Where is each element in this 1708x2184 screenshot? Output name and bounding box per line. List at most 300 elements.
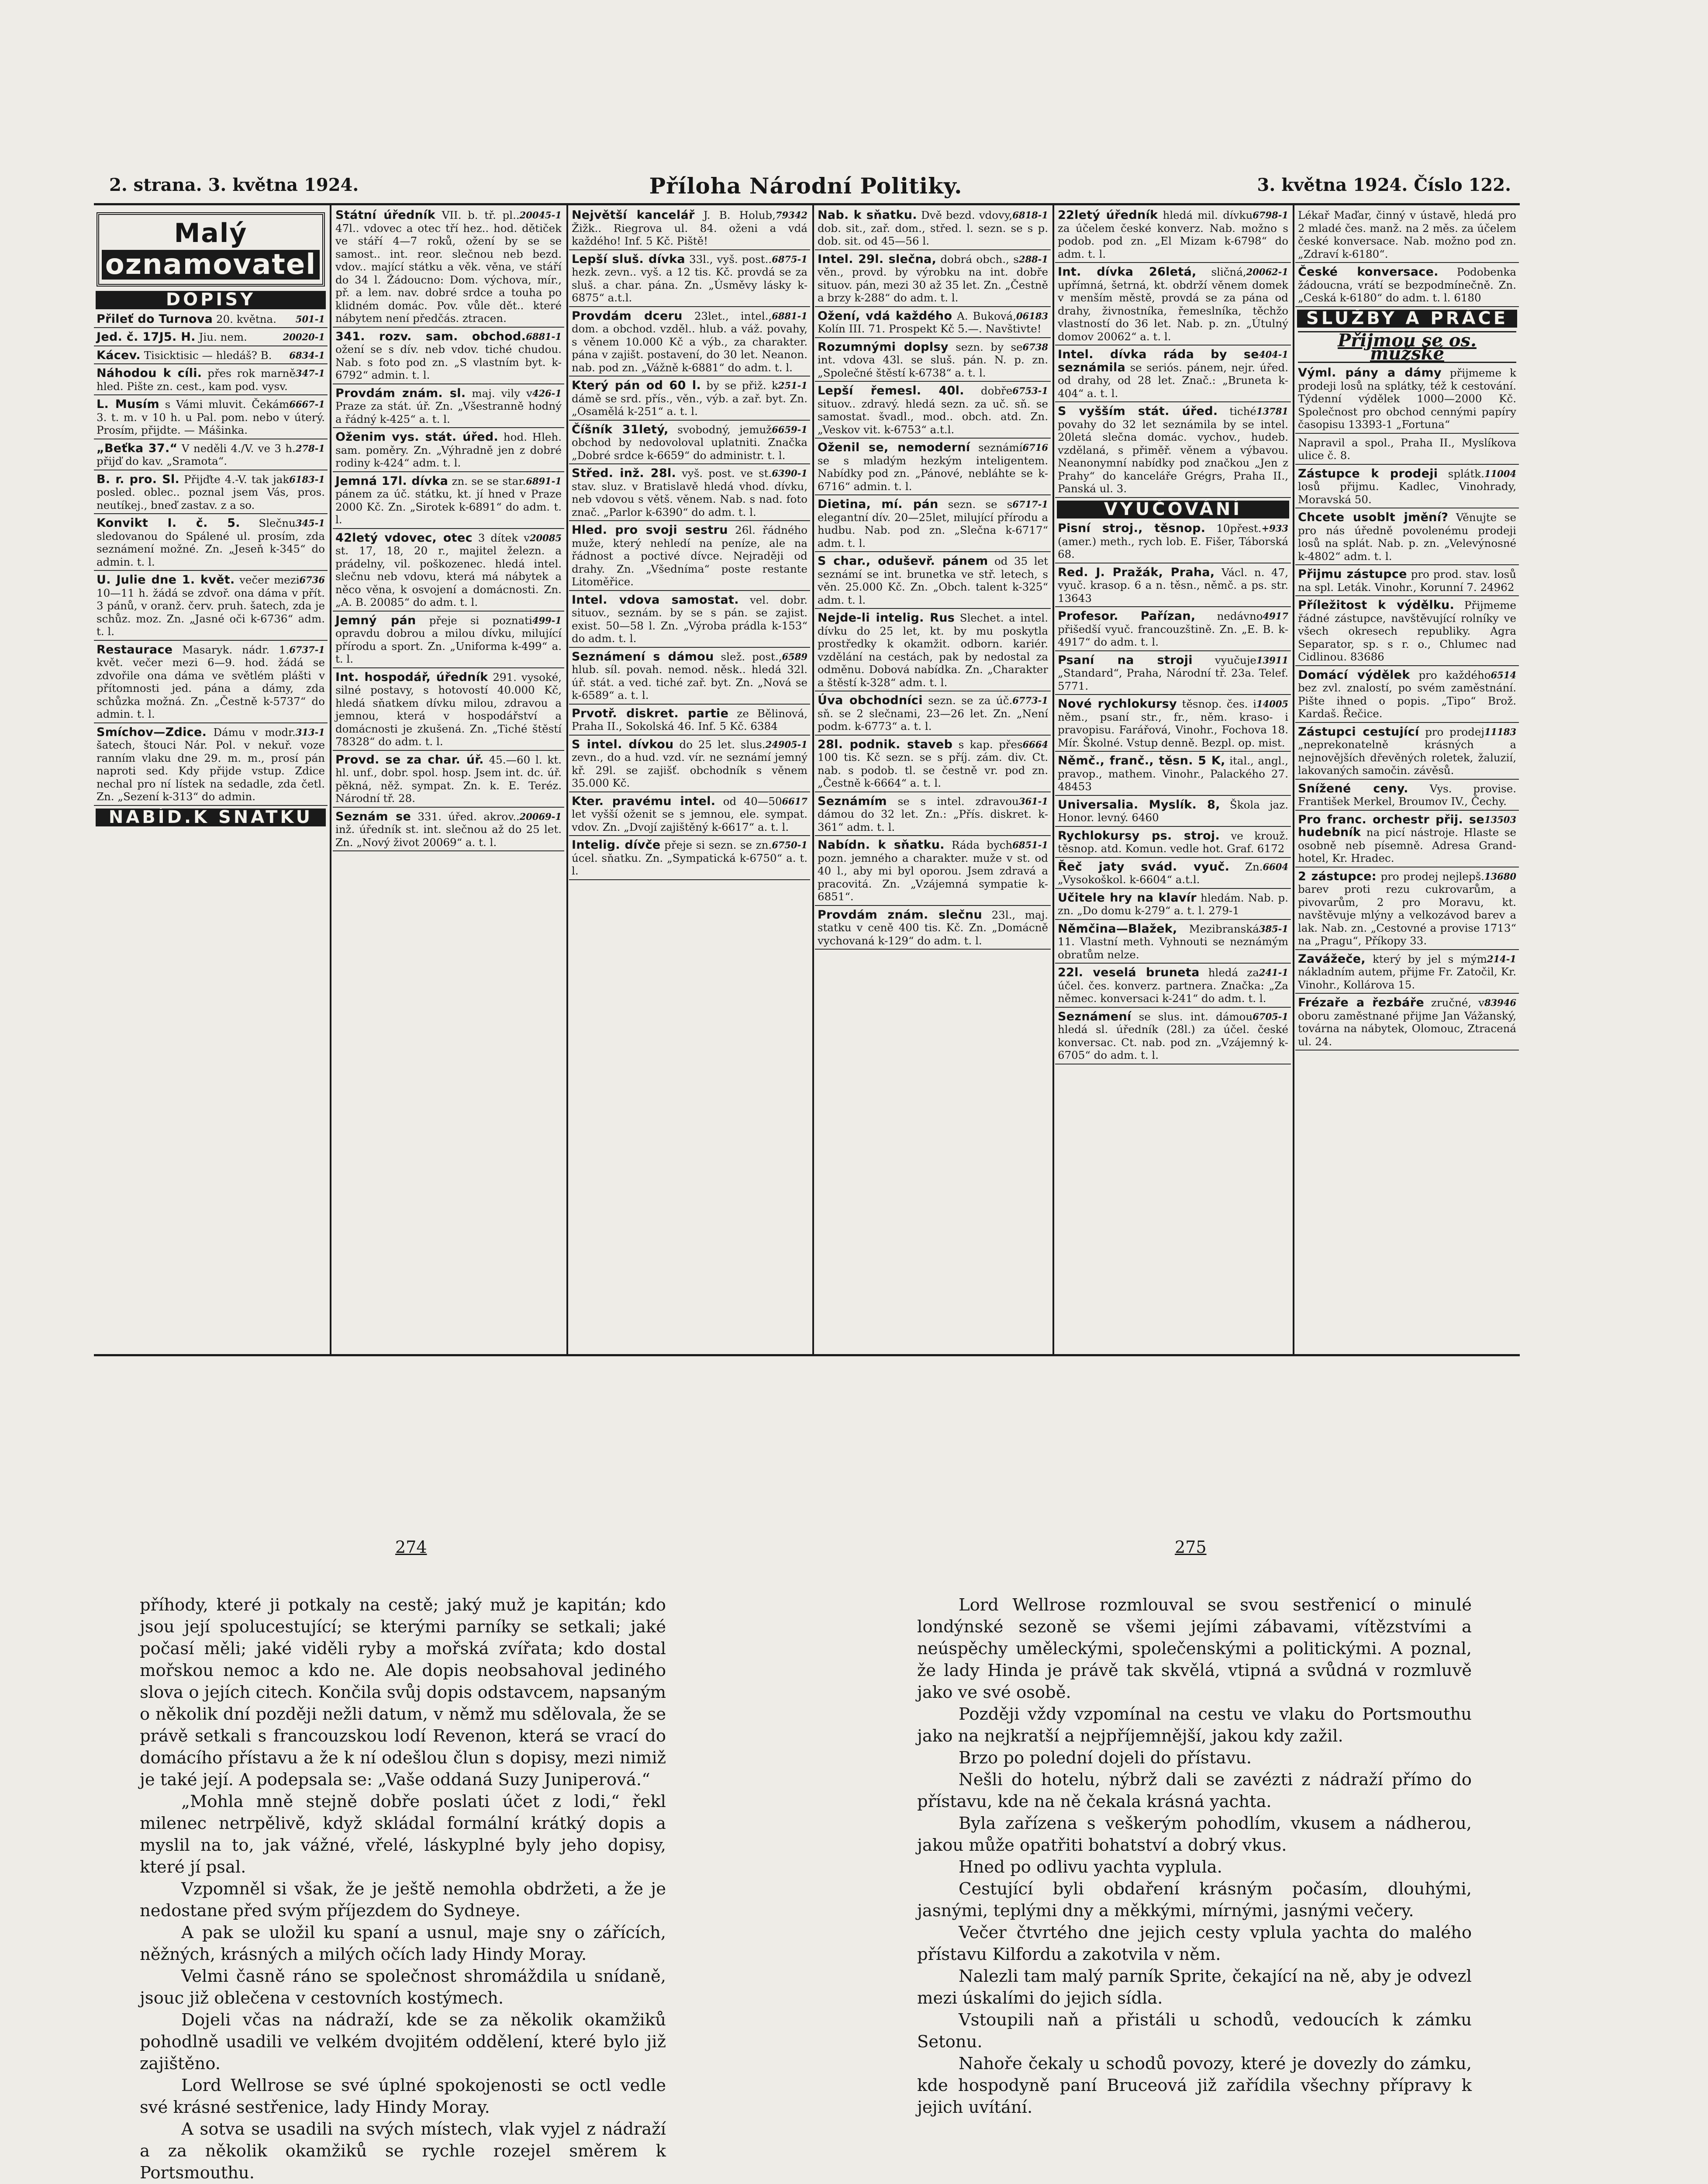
ad-headline: Kácev.: [97, 348, 141, 362]
classified-ad: [815, 909, 1051, 950]
classified-ad: [1055, 1010, 1291, 1064]
ad-text: Věnujte se pro nás úředně povolenému prodeji losů na splát. Nab. p. zn. „Velevýnosné k-4802“ adm. t. l.: [1298, 511, 1516, 563]
ad-text: Ráda bych pozn. jemného a charakter. muže v st. od 40 l., aby mi byl oporou. Jsem zdravá a pracovitá. Zn. „Vzájemná sympatie k-6851“.: [818, 839, 1048, 903]
ad-code: 345-1: [295, 518, 325, 529]
ad-headline: Němčina—Blažek,: [1058, 922, 1177, 936]
ad-text: vel. dobr. situov., seznám. by se s pán. se zajist. exist. 50—58 l. Zn. „Výroba prádla k-153“ do adm. t. l.: [572, 593, 808, 645]
novel-paragraph: Brzo po polední dojeli do přístavu.: [959, 1748, 1252, 1768]
classified-ad: [1295, 870, 1519, 950]
ad-headline: Rozumnými doplsy: [818, 340, 949, 354]
ad-headline: Frézaře a řezbáře: [1298, 996, 1424, 1009]
classified-ad: [569, 467, 810, 521]
classified-ad: [569, 795, 810, 836]
classified-ad: [815, 310, 1051, 338]
novel-paragraph: A sotva se usadili na svých místech, vlak vyjel z nádraží a za několik okamžiků se rychle rozejel směrem k Portsmouthu.: [140, 2119, 666, 2183]
ad-text: Vys. provise. František Merkel, Broumov IV., Čechy.: [1298, 782, 1517, 808]
ad-headline: Universalia. Myslík. 8,: [1058, 798, 1220, 812]
classified-ad: [815, 612, 1051, 691]
ad-headline: Zástupci cestující: [1298, 725, 1419, 739]
ad-text: Škola jaz. Honor. levný. 6460: [1058, 798, 1288, 824]
ad-text: hledá mil. dívku za účelem české konverz. Nab. možno s podob. pod zn. „El Mizam k-6798“ do adm. t. l.: [1058, 209, 1288, 260]
classified-ad: [1055, 698, 1291, 752]
novel-paragraph: Cestující byli obdaření krásným počasím, dlouhými, jasnými, teplými dny a měkkými, mírnými, jasnými večery.: [917, 1879, 1472, 1921]
ad-text: ožení se s dív. neb vdov. tiché chudou. Nab. s foto pod zn. „S vlastním byt. k-6792“ admin. t. l.: [335, 343, 562, 381]
classified-ad: [1295, 266, 1519, 307]
ad-text: 20. května.: [216, 312, 276, 325]
ad-code: 426-1: [532, 387, 562, 399]
ad-text: Přijmeme řádné zástupce, navštěvující rolníky ve všech okresech republiky. Agra Separator, sp. s r. o., Chlumec nad Cidlinou. 83686: [1298, 599, 1516, 663]
header-date-left: 2. strana. 3. května 1924.: [109, 175, 359, 195]
header-rule: [94, 203, 1520, 205]
ad-code: 20062-1: [1246, 266, 1288, 277]
classified-ad: [1295, 996, 1519, 1051]
section-banner-sluzby: SLUŽBY A PRÁCE: [1297, 310, 1517, 328]
classified-ad: [94, 473, 328, 515]
ad-text: svobodný, jemuž obchod by nedovoloval uplatniti. Značka „Dobré srdce k-6659“ do administr. t. l.: [572, 423, 807, 462]
ad-code: 79342: [775, 210, 807, 221]
ad-code: 24905-1: [765, 739, 807, 750]
ad-headline: Nab. k sňatku.: [818, 209, 917, 222]
ad-headline: Intel. dívka ráda by se seznámila: [1058, 348, 1259, 374]
novel-paragraph: Hned po odlivu yachta vyplula.: [959, 1857, 1222, 1877]
ad-text: 331. úřed. akrov.. inž. úředník st. int. slečnou až do 25 let. Zn. „Nový život 20069“ a. t. l.: [335, 810, 562, 849]
ad-text: 23l., maj. statku v ceně 400 tis. Kč. Zn. „Domácně vychovaná k-129“ do adm. t. l.: [818, 908, 1048, 947]
ad-headline: Int. dívka 26letá,: [1058, 265, 1197, 279]
ad-headline: Lepší sluš. dívka: [572, 252, 685, 266]
ad-headline: Seznámení s dámou: [572, 650, 714, 663]
ad-headline: Psaní na stroji: [1058, 653, 1193, 667]
classified-ad: [1295, 813, 1519, 867]
ad-headline: Provd. se za char. úř.: [335, 753, 484, 767]
ad-headline: Jemná 17l. dívka: [335, 474, 449, 488]
novel-paragraph: příhody, které ji potkaly na cestě; jaký muž je kapitán; kdo jsou její spolucestující; se kterými parníky se setkali; jaké počasí měli; jaké viděli ryby a mořská zvířata; kdo dostal mořskou nemoc a kdo ne. Ale dopis neobsahoval jediného slova o jejích citech. Končila svůj dopis odstavcem, napsaným o několik dní později nežli datum, v němž mu sdělovala, že se právě setkali s francouzskou lodí Revenon, která se vrací do domácího přístavu a že k ní odešlou člun s dopisy, mezi nimiž je také její. A podepsala se: „Vaše oddaná Suzy Juniperová.“: [140, 1595, 666, 1790]
ad-code: 288-1: [1018, 253, 1048, 265]
ad-headline: S vyšším stát. úřed.: [1058, 404, 1218, 418]
ad-code: 6750-1: [772, 840, 807, 850]
ad-code: 6604: [1263, 861, 1288, 872]
ad-text: 291. vysoké, silné postavy, s hotovostí 40.000 Kč, hledá sňatkem dívku milou, zdravou a jemnou, která v hospodářství a domácnosti je zkušená. Zn. „Tiché štěstí 78328“ do adm. t. l.: [335, 670, 562, 748]
classified-ad: [1055, 405, 1291, 498]
ad-headline: 42letý vdovec, otec: [335, 531, 473, 545]
ad-code: 6617: [782, 795, 807, 807]
classified-ad: [1055, 892, 1291, 920]
ad-headline: Provdám znám. slečnu: [818, 908, 982, 922]
ad-headline: Ožení, vdá každého: [818, 309, 952, 323]
classified-ad: [333, 330, 564, 384]
ad-headline: Seznámím: [818, 794, 887, 808]
ad-headline: Který pán od 60 l.: [572, 379, 701, 392]
column-divider: [1052, 205, 1054, 1354]
section-banner-vyucovani: VYUČOVÁNÍ: [1057, 501, 1289, 519]
ad-headline: Jed. č. 17J5. H.: [97, 330, 196, 344]
classified-ad: [1295, 782, 1519, 811]
ad-text: ital., angl., pravop., mathem. Vinohr., Palackého 27. 48453: [1058, 754, 1288, 793]
ad-headline: Oženim vys. stát. úřed.: [335, 430, 499, 444]
ad-headline: Přileť do Turnova: [97, 312, 213, 326]
ad-code: 20069-1: [519, 811, 562, 822]
classified-ad: [1295, 436, 1519, 465]
novel-paragraph: Dojeli včas na nádraží, kde se za několik okamžiků pohodlně usadili ve velkém dvojitém oddělení, které bylo již zajištěno.: [140, 2010, 666, 2073]
classified-ad: [1055, 266, 1291, 346]
ad-text: od 40—50 let vyšší oženit se s jemnou, ele. sympat. vdov. Zn. „Dvojí zajištěný k-6617“ a. t. l.: [572, 795, 807, 833]
ad-text: který by jel s mým nákladním autem, přijme Fr. Zatočil, Kr. Vinohr., Kollárova 15.: [1298, 952, 1516, 991]
ad-code: 385-1: [1259, 923, 1288, 934]
ad-headline: B. r. pro. Sl.: [97, 472, 180, 486]
ad-code: 6705-1: [1253, 1011, 1288, 1022]
ad-text: J. B. Holub, Žižk.. Riegrova ul. 84. oženi a vdá každého! Inf. 5 Kč. Piště!: [572, 209, 807, 247]
classified-ad: [1055, 566, 1291, 608]
ad-code: 6818-1: [1012, 210, 1048, 221]
ad-headline: Zástupce k prodeji: [1298, 467, 1438, 480]
classifieds-column-3: [569, 209, 810, 1353]
ad-text: sezn. se s elegantní dív. 20—25let, milující přírodu a hudbu. Nab. pod zn. „Slečna k-6717“ adm. t. l.: [818, 498, 1048, 549]
ad-code: 501-1: [295, 313, 325, 325]
classified-ad: [1295, 669, 1519, 723]
ad-text: 26l. řádného muže, který nehledí na peníze, ale na řádnost a poctivé dívce. Nejraději od drahy. Zn. „Všedníma“ poste restante Litoměřice.: [572, 524, 807, 588]
novel-paragraph: Nahoře čekaly u schodů povozy, které je dovezly do zámku, kde hospodyně paní Bruceová již zařídila všechny přípravy k jejich uvítání.: [917, 2054, 1472, 2117]
ad-text: Dámu v modr. šatech, štouci Nár. Pol. v nekuř. voze ranním vlaku dne 29. m. m., prosí pán naproti sed. Kdy přijde vstup. Zdice nechal pro ní lístek na sedadle, zda četl. Zn. „Sezení k-313“ do admin.: [97, 726, 325, 803]
column-divider: [812, 205, 814, 1354]
ad-text: 10přest. (amer.) meth., rych lob. E. Fišer, Táborská 68.: [1058, 522, 1288, 560]
classified-ad: [815, 839, 1051, 906]
ad-text: dobře situov.. zdravý. hledá sezn. za uč. sň. se samostat. švadl., mod.. obch. atd. Zn. „Veskov vit. k-6753“ a.t.l.: [818, 384, 1048, 436]
classified-ad: [569, 310, 810, 377]
ad-headline: Oženil se, nemoderní: [818, 441, 970, 454]
ad-code: 06183: [1016, 310, 1048, 321]
ad-headline: Dietina, mí. pán: [818, 498, 939, 511]
classified-ad: [815, 384, 1051, 439]
ad-text: sezn. by se int. vdova 43l. se sluš. pán. N. p. zn. „Společné štěstí k-6738“ a. t. l.: [818, 340, 1048, 379]
column-divider: [1293, 205, 1294, 1354]
ad-code: 347-1: [295, 368, 325, 379]
ad-code: 6891-1: [526, 475, 562, 487]
ad-code: 6664: [1022, 739, 1048, 750]
ad-text: dobrá obch., s věn., provd. by výrobku na int. dobře situov. pán, mezi 30 až 35 let. Zn. „Čestně a brzy k-288“ do adm. t. l.: [818, 252, 1048, 304]
novel-paragraph: Lord Wellrose rozmlouval se svou sestřenicí o minulé londýnské sezoně se všemi jejími zábavami, vítězstvími a neúspěchy uměleckými, společenskými a politickými. A poznal, že lady Hinda je právě tak skvělá, vtipná a svůdná v rozmluvě jako ve své osobě.: [917, 1595, 1472, 1702]
classified-ad: [1295, 511, 1519, 565]
classified-ad: [333, 810, 564, 852]
ad-text: vyučuje „Standard“, Praha, Národní tř. 23a. Telef. 5771.: [1058, 653, 1288, 692]
ad-text: splátk. losů přijmu. Kadlec, Vinohrady, Moravská 50.: [1298, 467, 1516, 506]
classified-ad: [815, 738, 1051, 792]
classified-ad: [1055, 923, 1291, 964]
ad-headline: Smíchov—Zdice.: [97, 725, 207, 739]
ad-code: 13781: [1256, 406, 1288, 417]
classified-ad: [94, 367, 328, 395]
classified-ad: [94, 442, 328, 470]
ad-headline: Prvotř. diskret. partie: [572, 706, 729, 720]
ad-headline: 341. rozv. sam. obchod.: [335, 329, 526, 343]
novel-paragraph: Vzpomněl si však, že je ještě nemohla obdržeti, a že je nedostane před svým příjezdem do Sydneye.: [140, 1879, 666, 1921]
ad-code: 6514: [1491, 669, 1516, 681]
ad-headline: Seznámení: [1058, 1009, 1132, 1023]
ad-code: 404-1: [1259, 349, 1288, 360]
section-banner-dopisy: DOPISY: [96, 291, 326, 309]
ad-text: od 35 let seznámí se int. brunetka ve stř. letech, s věn. 25.000 Kč. Zn. „Obch. talent k-325“ adm. t. l.: [818, 555, 1048, 606]
ad-code: 4917: [1263, 611, 1288, 622]
ad-headline: Int. hospodář, úředník: [335, 670, 488, 684]
classified-ad: [94, 517, 328, 571]
classified-ad: [569, 594, 810, 648]
novel-paragraph: Vstoupili naň a přistáli u schodů, vedoucích k zámku Setonu.: [917, 2010, 1472, 2052]
ad-code: 6183-1: [289, 473, 325, 485]
classified-ad: [569, 423, 810, 465]
classified-ad: [1295, 726, 1519, 780]
classified-ad: [94, 726, 328, 806]
ad-text: tiché povahy do 32 let seznámila by se intel. 20letá slečna domác. vychov., hudeb. vzdělaná, s přiměř. věnem a výbavou. Neanonymní nabídky pod značkou „Jen z Prahy“ do kanceláře Grégrs, Praha II., Panská ul. 3.: [1058, 405, 1288, 495]
ad-text: Tisicktisic — hledáš? B.: [144, 349, 272, 362]
novel-paragraph: Večer čtvrtého dne jejich cesty vplula yachta do malého přístavu Kilfordu a zakotvila v něm.: [917, 1923, 1472, 1964]
ad-text: přeje si sezn. se zn. úcel. sňatku. Zn. „Sympatická k-6750“ a. t. l.: [572, 839, 807, 877]
ad-text: Dvě bezd. vdovy, dob. sit., zař. dom., střed. l. sezn. se s p. dob. sit. od 45—56 l.: [818, 209, 1048, 247]
ad-code: 20045-1: [519, 210, 562, 221]
classified-ad: [1055, 754, 1291, 796]
novel-text-left: [140, 1594, 666, 2184]
ad-headline: Úva obchodníci: [818, 694, 923, 707]
ad-headline: Výml. pány a dámy: [1298, 366, 1442, 380]
ad-headline: 2 zástupce:: [1298, 869, 1377, 883]
ad-headline: Intelig. dívče: [572, 838, 661, 852]
ad-code: 13503: [1484, 814, 1516, 825]
novel-paragraph: Lord Wellrose se své úplné spokojenosti se octl vedle své krásné sestřenice, lady Hindy Moray.: [140, 2076, 666, 2117]
ad-code: 20020-1: [283, 332, 325, 342]
classified-ad: [1295, 568, 1519, 596]
ad-headline: 22l. veselá bruneta: [1058, 966, 1200, 979]
ad-headline: Číšník 31letý,: [572, 422, 669, 436]
ad-headline: Největší kancelář: [572, 209, 695, 222]
ad-code: 278-1: [295, 442, 325, 454]
classifieds-column-2: [333, 209, 564, 1353]
page-header: [96, 173, 1515, 199]
classified-ad: [333, 431, 564, 472]
ad-headline: Provdám znám. sl.: [335, 386, 466, 400]
ad-headline: Domácí výdělek: [1298, 668, 1410, 682]
ad-headline: U. Julie dne 1. květ.: [97, 573, 235, 587]
ad-text: sezn. se za úč. sň. se 2 slečnami, 23—26 let. Zn. „Není podm. k-6773“ a. t. l.: [818, 694, 1048, 733]
novel-paragraph: „Mohla mně stejně dobře poslati účet z lodi,“ řekl milenec netrpělivě, když skládal formální krátký dopis a myslil na to, jak vážné, vřelé, láskyplné byly jeho dopisy, které jí psal.: [140, 1792, 666, 1877]
ad-text: Slečnu sledovanou do Spálené ul. prosím, zda seznámení možné. Zn. „Jeseň k-345“ do admin. t. l.: [97, 517, 325, 568]
classified-ad: [333, 209, 564, 328]
ad-text: VII. b. tř. pl.. 47l.. vdovec a otec tří hez.. hod. dětiček ve stáří 4—7 roků, ožení by se se samost.. int. reor. slečnou neb bezd. vdov.. mající státku a věk. věna, ve stáří do 34 l. Žádoucno: Dom. výchova, mír., př. a lem. nav. dobré srdce a touha po klidném domác. Pov. vůle dět.. které nábytem není předčás. ztracen.: [335, 209, 562, 325]
ad-code: +933: [1261, 523, 1288, 534]
ad-text: hledám. Nab. p. zn. „Do domu k-279“ a. t. l. 279-1: [1058, 891, 1288, 917]
ad-headline: Řeč jaty svád. vyuč.: [1058, 860, 1230, 874]
ad-headline: S char., oduševř. pánem: [818, 554, 988, 568]
classified-ad: [94, 313, 328, 328]
classified-ad: [815, 555, 1051, 609]
page-number-left: 274: [395, 1538, 427, 1557]
novel-paragraph: Nešli do hotelu, nýbrž dali se zavézti z nádraží přímo do přístavu, kde na ně čekala krásná yachta.: [917, 1770, 1472, 1811]
classified-ad: [333, 753, 564, 808]
classified-ad: [1055, 209, 1291, 263]
ad-text: hod. Hleh. sam. poměry. Zn. „Výhradně jen z dobré rodiny k-424“ adm. t. l.: [335, 431, 562, 469]
ad-text: nedávno přišedší vyuč. francouzštině. Zn. „E. B. k-4917“ do adm. t. l.: [1058, 610, 1288, 648]
ad-text: 33l., vyš. post.. hezk. zevn.. vyš. a 12 tis. Kč. provdá se za sluš. a char. pána. Zn. „Úsměvy lásky k-6875“ a.t.l.: [572, 252, 807, 304]
ad-headline: Provdám dceru: [572, 309, 683, 323]
ad-code: 6881-1: [526, 331, 562, 342]
ad-code: 6875-1: [772, 253, 807, 265]
ad-headline: Přijmu zástupce: [1298, 567, 1407, 581]
ad-code: 6851-1: [1012, 840, 1048, 850]
ad-text: hledá za účel. čes. konverz. partnera. Značka: „Za němec. konversaci k-241“ do adm. t. l.: [1058, 966, 1288, 1005]
classified-ad: [94, 331, 328, 346]
novel-paragraph: Byla zařízena s veškerým pohodlím, vkusem a nádherou, jakou může opatřiti bohatství a dobrý vkus.: [917, 1814, 1472, 1855]
classified-ad: [1295, 953, 1519, 994]
maly-oznamovatel-logo: Malý oznamovatel: [97, 212, 325, 287]
ad-code: 361-1: [1018, 795, 1048, 807]
novel-paragraph: Později vždy vzpomínal na cestu ve vlaku do Portsmouthu jako na nejkratší a nejpříjemnější, jakou kdy zažil.: [917, 1704, 1472, 1746]
classified-ad: [569, 379, 810, 421]
ad-code: 11004: [1484, 468, 1516, 479]
ad-text: by se přiž. k dámě se srd. přís., věn., výb. a zař. byt. Zn. „Osamělá k-251“ a. t. l.: [572, 379, 807, 418]
column-divider: [330, 205, 331, 1354]
ad-text: na picí nástroje. Hlaste se osobně neb písemně. Adresa Grand-hotel, Kr. Hradec.: [1298, 826, 1516, 864]
ad-code: 6667-1: [289, 399, 325, 410]
ad-headline: České konversace.: [1298, 265, 1439, 279]
ad-text: V neděli 4./V. ve 3 h. přijď do kav. „Sramota“.: [97, 442, 296, 467]
ad-code: 6737-1: [289, 644, 325, 655]
ad-text: seznámí se s mladým hezkým inteligentem. Nabídky pod zn. „Pánové, nebláhte se k-6716“ admin. t. l.: [818, 441, 1048, 493]
classified-ad: [815, 209, 1051, 250]
classified-ad: [815, 498, 1051, 552]
classified-ad: [1055, 829, 1291, 858]
ad-code: 6717-1: [1012, 499, 1048, 510]
classified-ad: [569, 839, 810, 880]
classified-ad: [569, 209, 810, 250]
ad-text: Zn. „Vysokoškol. k-6604“ a.t.l.: [1058, 860, 1263, 886]
ad-text: pro prodej nejlepš. barev proti rezu cukrovarům, a pivovarům, 2 pro Moravu, kt. navštěvuje mlýny a velkozávod barev a lak. Nab. zn. „Cestovné a provise 1713“ na „Pragu“, Příkopy 33.: [1298, 870, 1516, 947]
ad-code: 13911: [1256, 654, 1288, 666]
ad-code: 251-1: [778, 380, 807, 391]
ad-headline: Příležitost k výdělku.: [1298, 598, 1455, 612]
ad-text: slež. post., hlub. síl. povah. nemod. něsk.. hledá 32l. úř. stát. a ved. tiché zař. byt. Zn. „Nová se k-6589“ a. t. l.: [572, 650, 807, 702]
classified-ad: [815, 795, 1051, 836]
ad-headline: 22letý úředník: [1058, 209, 1158, 222]
ad-text: Přijďte 4.-V. tak jak posled. oblec.. poznal jsem Vás, pros. neutíkej., bneď zastav. z a so.: [97, 473, 325, 511]
ad-text: Lékař Maďar, činný v ústavě, hledá pro 2 mladé čes. manž. na 2 měs. za účelem české konversace. Nab. možno pod zn. „Zdraví k-6180“.: [1298, 209, 1516, 260]
ad-code: 6716: [1022, 442, 1048, 453]
ad-headline: Profesor. Pařízan,: [1058, 609, 1196, 623]
page-number-right: 275: [1175, 1538, 1207, 1557]
ad-headline: Němč., franč., těsn. 5 K,: [1058, 754, 1225, 767]
ad-text: Masaryk. nádr. 1. květ. večer mezi 6—9. hod. žádá se zdvořile ona dáma ve světlém plášti v přítomnosti jed. pána a dámy, zda schůzka možná. Zn. „Čestně k-5737“ do admin. t. l.: [97, 643, 325, 720]
ad-headline: Nejde-li intelig. Rus: [818, 611, 955, 625]
classified-ad: [1055, 860, 1291, 889]
classifieds-column-6: [1295, 209, 1519, 1353]
ad-text: Václ. n. 47, vyuč. krasop. 6 a n. těsn., němč. a ps. str. 13643: [1058, 566, 1288, 605]
ad-code: 6798-1: [1253, 210, 1288, 221]
ad-headline: Intel. vdova samostat.: [572, 593, 739, 607]
ad-code: 20085: [529, 532, 562, 543]
classified-ad: [815, 341, 1051, 382]
ad-headline: Chcete usoblt jmění?: [1298, 511, 1449, 524]
ad-text: do 25 let. slus. zevn., do a hud. vzd. vír. ne seznámí jemný kř. 29l. se zajišť. obchodník s věnem 35.000 Kč.: [572, 738, 807, 789]
classified-ad: [1055, 966, 1291, 1008]
classified-ad: [1055, 522, 1291, 563]
ad-code: 13680: [1484, 871, 1516, 882]
ad-text: ze Bělinová, Praha II., Sokolská 46. Inf. 5 Kč. 6384: [572, 707, 807, 733]
ad-code: 6659-1: [772, 424, 807, 435]
ad-code: 14005: [1256, 698, 1288, 709]
classified-ad: [1295, 209, 1519, 263]
classified-ad: [569, 253, 810, 307]
classifieds-column-5: [1055, 209, 1291, 1353]
ad-text: sličná, upřímná, šetrná, kt. obdrží věnem domek v menším městě, provdá se za pána od drahy, živnostníka, řemeslníka, těchžo vlastností do 36 let. Nab. p. zn. „Útulný domov 20062“ a. t. l.: [1058, 266, 1288, 343]
classified-ad: [569, 707, 810, 736]
ad-code: 6589: [782, 651, 807, 662]
classified-ad: [94, 574, 328, 641]
classified-ad: [815, 694, 1051, 736]
ad-code: 11183: [1484, 726, 1516, 737]
ad-headline: Rychlokursy ps. stroj.: [1058, 829, 1220, 843]
classified-ad: [333, 475, 564, 529]
ad-code: 6834-1: [289, 349, 325, 361]
ad-headline: Red. J. Pražák, Praha,: [1058, 565, 1215, 579]
ad-text: Jiu. nem.: [199, 331, 247, 343]
ad-headline: Nabídn. k sňatku.: [818, 838, 945, 852]
ad-headline: Pisní stroj., těsnop.: [1058, 522, 1206, 535]
column-divider: [566, 205, 568, 1354]
ad-code: 6738: [1022, 341, 1048, 352]
ad-text: se s intel. zdravou dámou do 32 let. Zn.: „Přís. diskret. k-361“ adm. t. l.: [818, 795, 1048, 833]
classifieds-column-4: [815, 209, 1051, 1353]
ad-text: maj. vily v Praze za stát. úř. Zn. „Všestranně hodný a řádný k-425“ a. t. l.: [335, 387, 562, 425]
ad-headline: Seznám se: [335, 809, 411, 823]
ad-headline: Střed. inž. 28l.: [572, 467, 676, 480]
ad-headline: L. Musím: [97, 397, 159, 411]
ad-text: vyš. post. ve st. stav. sluz. v Bratislavě hledá vhod. dívku, neb vdovou s větš. věnem. Nab. s nad. foto znač. „Parlor k-6390“ do adm. t. l.: [572, 467, 807, 518]
classified-ad: [333, 614, 564, 668]
classified-ad: [569, 738, 810, 792]
ad-headline: Restaurace: [97, 643, 173, 657]
classified-ad: [1055, 654, 1291, 695]
classified-ad: [1295, 599, 1519, 666]
ad-headline: Státní úředník: [335, 209, 436, 222]
ad-text: s kap. přes 100 tis. Kč sezn. se s příj. zám. div. Ct. nab. s podob. tl. se čestně vr. pod zn. „Čestně k-6664“ a. t. l.: [818, 738, 1048, 789]
ad-text: pro každého bez zvl. znalostí, po svém zaměstnání. Pište ihned o popis. „Tipo“ Brož. Kardaš. Řečice.: [1298, 668, 1516, 720]
section-banner-snatky: NABÍD.K SNATKU: [96, 809, 326, 827]
ad-headline: 28l. podnik. staveb: [818, 737, 953, 751]
classified-ad: [94, 643, 328, 723]
classified-ad: [1055, 798, 1291, 827]
ad-text: těsnop. čes. i něm., psaní str., fr., něm. kraso- i pravopisu. Farářová, Vinohr., Fochova 18. Mír. Školné. Vstup denně. Bezpl. op. mist.: [1058, 698, 1288, 749]
classifieds-column-1: [94, 209, 328, 1353]
classified-ad: [1295, 366, 1519, 434]
ad-text: přes rok marně hled. Pište zn. cest., kam pod. vysv.: [97, 367, 296, 393]
ad-code: 6753-1: [1012, 385, 1048, 396]
ad-headline: Intel. 29l. slečna,: [818, 252, 937, 266]
novel-paragraph: Nalezli tam malý parník Sprite, čekající na ně, aby je odvezl mezi úskalími do jejich sídla.: [917, 1966, 1472, 2008]
novel-paragraph: Velmi časně ráno se společnost shromáždila u snídaně, jsouc již oblečena v cestovních kostýmech.: [140, 1966, 666, 2008]
ad-text: Slechet. a intel. dívku do 25 let, kt. by mu poskytla prostředky k okamžit. odborn. kariér. vzdělání na cestách, pak by nedostal za odměnu. Dobová nabídka. Zn. „Charakter a štěstí k-328“ adm. t. l.: [818, 612, 1048, 689]
classified-ad: [569, 650, 810, 705]
ad-headline: Kter. pravému intel.: [572, 794, 716, 808]
ad-text: se slus. int. dámou hledá sl. úředník (28l.) za účel. české konversac. Ct. nab. pod zn. „Vzájemný k-6705“ do adm. t. l.: [1058, 1010, 1288, 1061]
ad-code: 313-1: [295, 726, 325, 738]
ad-text: přeje si poznati opravdu dobrou a milou dívku, milující přírodu a sport. Zn. „Uniforma k-499“ a. t. l.: [335, 614, 562, 665]
ad-code: 241-1: [1259, 967, 1288, 978]
ad-text: 23let., intel., dom. a obchod. vzděl.. hlub. a váž. povahy, s věnem 10.000 Kč a výb., za charakter. pána v zajišt. postavení, do 30 let. Neanon. nab. pod zn. „Vážně k-6881“ do adm. t. l.: [572, 309, 807, 374]
classified-ad: [815, 441, 1051, 495]
ad-text: 45.—60 l. kt. hl. unf., dobr. spol. hosp. Jsem int. dc. úř. pěkná, něž. sympat. Zn. k. E. Teréz. Národní tř. 28.: [335, 753, 562, 805]
ad-text: zn. se se star. pánem za úč. státku, kt. jí hned v Praze 2000 Kč. Zn. „Sirotek k-6891“ do adm. t. l.: [335, 474, 562, 526]
ad-text: pro prod. stav. losů na spl. Leták. Vinohr., Korunní 7. 24962: [1298, 568, 1516, 594]
ad-text: ve krouž. těsnop. atd. Komun. vedle hot. Graf. 6172: [1058, 829, 1288, 855]
ad-headline: Snížené ceny.: [1298, 781, 1408, 795]
novel-paragraph: A pak se uložil ku spaní a usnul, maje sny o zářících, něžných, krásných a milých očích lady Hindy Moray.: [140, 1923, 666, 1964]
classified-ad: [1055, 610, 1291, 651]
ad-headline: Učitele hry na klavír: [1058, 891, 1197, 905]
